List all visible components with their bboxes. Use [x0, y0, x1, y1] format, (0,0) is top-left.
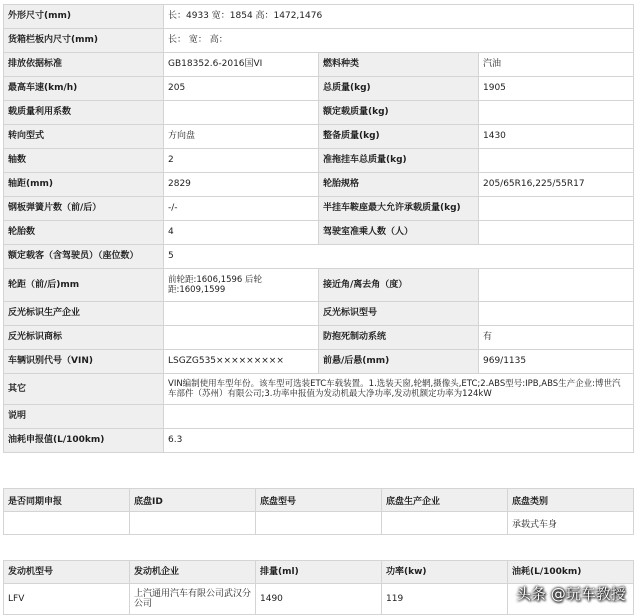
spec-row: [4, 53, 634, 77]
spec-label: 轮胎规格: [319, 173, 479, 197]
vehicle-spec-table: [3, 4, 634, 453]
spec-value: 1905: [479, 77, 634, 101]
spec-label: 最高车速(km/h): [4, 77, 164, 101]
column-header: 底盘型号: [256, 489, 382, 512]
spec-label: 总质量(kg): [319, 77, 479, 101]
spec-row: [4, 302, 634, 326]
spec-value: 969/1135: [479, 350, 634, 374]
spec-value: 汽油: [479, 53, 634, 77]
spec-row: [4, 429, 634, 453]
spec-row: [4, 197, 634, 221]
spec-label: 额定载客（含驾驶员）（座位数）: [4, 245, 164, 269]
spec-label: 轴数: [4, 149, 164, 173]
spec-row: [4, 77, 634, 101]
table-cell: [382, 512, 508, 535]
column-header: 底盘ID: [130, 489, 256, 512]
spec-value: [479, 221, 634, 245]
spec-value: 205: [164, 77, 319, 101]
spec-label: 防抱死制动系统: [319, 326, 479, 350]
spec-label: 额定载质量(kg): [319, 101, 479, 125]
spec-label: 轮距（前/后)mm: [4, 269, 164, 302]
spec-value: [479, 269, 634, 302]
table-cell: 承载式车身: [508, 512, 634, 535]
spec-label: 半挂车鞍座最大允许承载质量(kg): [319, 197, 479, 221]
spec-label: 轴距(mm): [4, 173, 164, 197]
chassis-table: [3, 488, 634, 535]
table-row: [4, 512, 634, 535]
spec-row: [4, 173, 634, 197]
spec-label: 油耗申报值(L/100km): [4, 429, 164, 453]
table-cell: LFV: [4, 584, 130, 615]
column-header: 底盘生产企业: [382, 489, 508, 512]
spec-row: [4, 5, 634, 29]
watermark-text: 头条 @玩车教授: [516, 584, 626, 603]
spec-value: LSGZG535×××××××××: [164, 350, 319, 374]
spec-value: 205/65R16,225/55R17: [479, 173, 634, 197]
spec-row: [4, 149, 634, 173]
watermark: [512, 580, 636, 606]
spec-label: 反光标识生产企业: [4, 302, 164, 326]
spec-value: [164, 101, 319, 125]
spec-value: [479, 197, 634, 221]
column-header: 发动机型号: [4, 561, 130, 584]
spec-label: 燃料种类: [319, 53, 479, 77]
spec-row: [4, 101, 634, 125]
spec-label: 准拖挂车总质量(kg): [319, 149, 479, 173]
spec-value: [479, 149, 634, 173]
column-header: 油耗(L/100km): [508, 561, 634, 584]
spec-value: 有: [479, 326, 634, 350]
spec-label: 整备质量(kg): [319, 125, 479, 149]
spec-row: [4, 269, 634, 302]
table-cell: 119: [382, 584, 508, 615]
spec-value: VIN编制使用车型年份。该车型可选装ETC车载装置。1.选装天窗,轮辋,摄像头,ETC;2.ABS型号:IPB,ABS生产企业:博世汽车部件（苏州）有限公司;3.功率申报值为发动机最大净功率,发动机额定功率为124kW: [164, 374, 634, 405]
spec-value: [164, 326, 319, 350]
spec-row: [4, 29, 634, 53]
spec-value: 4: [164, 221, 319, 245]
spec-value: 长：4933 宽：1854 高：1472,1476: [164, 5, 634, 29]
table-cell: [4, 512, 130, 535]
table-cell: [130, 512, 256, 535]
spec-label: 接近角/离去角（度）: [319, 269, 479, 302]
table-header-row: [4, 489, 634, 512]
spec-label: 反光标识商标: [4, 326, 164, 350]
column-header: 发动机企业: [130, 561, 256, 584]
spec-label: 转向型式: [4, 125, 164, 149]
table-cell: 1490: [256, 584, 382, 615]
column-header: 底盘类别: [508, 489, 634, 512]
spec-label: 说明: [4, 405, 164, 429]
spec-value: [164, 302, 319, 326]
spec-label: 前悬/后悬(mm): [319, 350, 479, 374]
spec-value: 5: [164, 245, 634, 269]
spec-label: 车辆识别代号（VIN): [4, 350, 164, 374]
spec-row: [4, 125, 634, 149]
spec-value: 2829: [164, 173, 319, 197]
spec-label: 钢板弹簧片数（前/后）: [4, 197, 164, 221]
column-header: 排量(ml): [256, 561, 382, 584]
spec-value: 长： 宽： 高：: [164, 29, 634, 53]
table-cell: [256, 512, 382, 535]
spec-value: 2: [164, 149, 319, 173]
spec-row: [4, 374, 634, 405]
spec-label: 货箱栏板内尺寸(mm): [4, 29, 164, 53]
spec-label: 其它: [4, 374, 164, 405]
spec-value: -/-: [164, 197, 319, 221]
spec-row: [4, 221, 634, 245]
column-header: 功率(kw): [382, 561, 508, 584]
spec-value: [164, 405, 634, 429]
spec-row: [4, 405, 634, 429]
spec-value: 6.3: [164, 429, 634, 453]
spec-label: 排放依据标准: [4, 53, 164, 77]
spec-value: [479, 302, 634, 326]
spec-value: [479, 101, 634, 125]
spec-label: 驾驶室准乘人数（人）: [319, 221, 479, 245]
spec-label: 轮胎数: [4, 221, 164, 245]
table-cell: 上汽通用汽车有限公司武汉分公司: [130, 584, 256, 615]
spec-row: [4, 326, 634, 350]
spec-value: 前轮距:1606,1596 后轮距:1609,1599: [164, 269, 319, 302]
spec-row: [4, 350, 634, 374]
spec-value: 1430: [479, 125, 634, 149]
spec-label: 外形尺寸(mm): [4, 5, 164, 29]
column-header: 是否同期申报: [4, 489, 130, 512]
spec-label: 反光标识型号: [319, 302, 479, 326]
spec-value: 方向盘: [164, 125, 319, 149]
spec-label: 载质量利用系数: [4, 101, 164, 125]
spec-row: [4, 245, 634, 269]
spec-value: GB18352.6-2016国VI: [164, 53, 319, 77]
